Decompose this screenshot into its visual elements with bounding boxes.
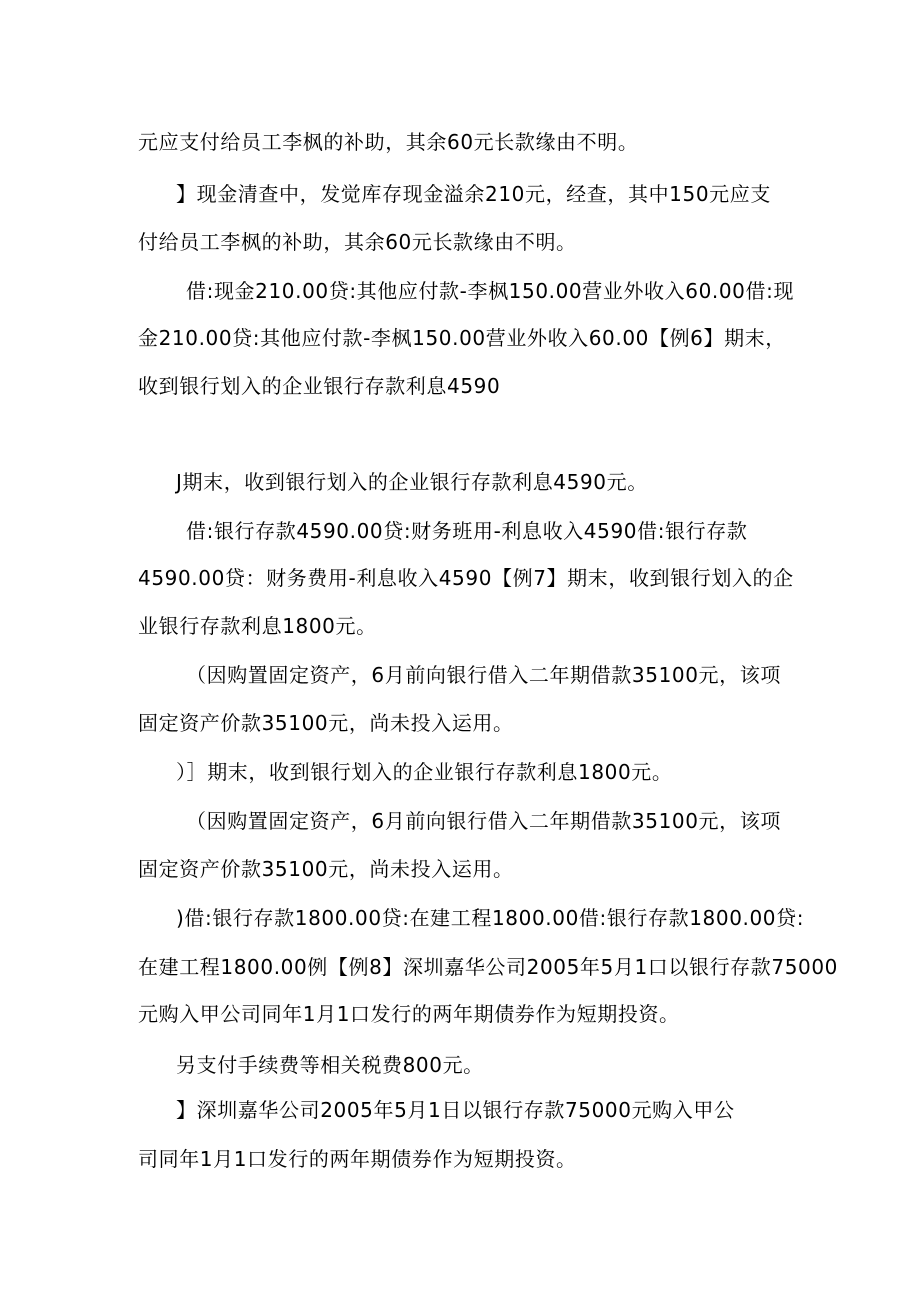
text-line: 】现金清查中，发觉库存现金溢余210元，经查，其中150元应支	[176, 182, 771, 206]
text-line: 】深圳嘉华公司2005年5月1日以银行存款75000元购入甲公	[176, 1098, 735, 1122]
text-line: 固定资产价款35100元，尚未投入运用。	[138, 711, 514, 735]
text-line: （因购置固定资产，6月前向银行借入二年期借款35100元，该项	[186, 663, 781, 687]
text-line: 收到银行划入的企业银行存款利息4590	[138, 374, 501, 398]
text-line: J期末，收到银行划入的企业银行存款利息4590元。	[176, 470, 648, 494]
text-line: 在建工程1800.00例【例8】深圳嘉华公司2005年5月1口以银行存款75000	[138, 955, 838, 979]
text-line: )借:银行存款1800.00贷:在建工程1800.00借:银行存款1800.00贷:	[176, 906, 805, 930]
text-line: 4590.00贷：财务费用-利息收入4590【例7】期末，收到银行划入的企	[138, 566, 794, 590]
text-line: 司同年1月1口发行的两年期债券作为短期投资。	[138, 1147, 577, 1171]
text-line: 付给员工李枫的补助，其余60元长款缘由不明。	[138, 230, 577, 254]
text-line: 金210.00贷:其他应付款-李枫150.00营业外收入60.00【例6】期末，	[138, 326, 786, 350]
text-line: 元购入甲公司同年1月1口发行的两年期债券作为短期投资。	[138, 1002, 680, 1026]
text-line: 借:现金210.00贷:其他应付款-李枫150.00营业外收入60.00借:现	[186, 279, 795, 303]
text-line: 另支付手续费等相关税费800元。	[176, 1053, 484, 1077]
text-line: 借:银行存款4590.00贷:财务班用-利息收入4590借:银行存款	[186, 519, 748, 543]
text-line: （因购置固定资产，6月前向银行借入二年期借款35100元，该项	[186, 809, 781, 833]
text-line: 元应支付给员工李枫的补助，其余60元长款缘由不明。	[138, 130, 639, 154]
text-line: 业银行存款利息1800元。	[138, 614, 377, 638]
text-line: 固定资产价款35100元，尚未投入运用。	[138, 857, 514, 881]
text-line: ）］期末，收到银行划入的企业银行存款利息1800元。	[176, 760, 673, 784]
